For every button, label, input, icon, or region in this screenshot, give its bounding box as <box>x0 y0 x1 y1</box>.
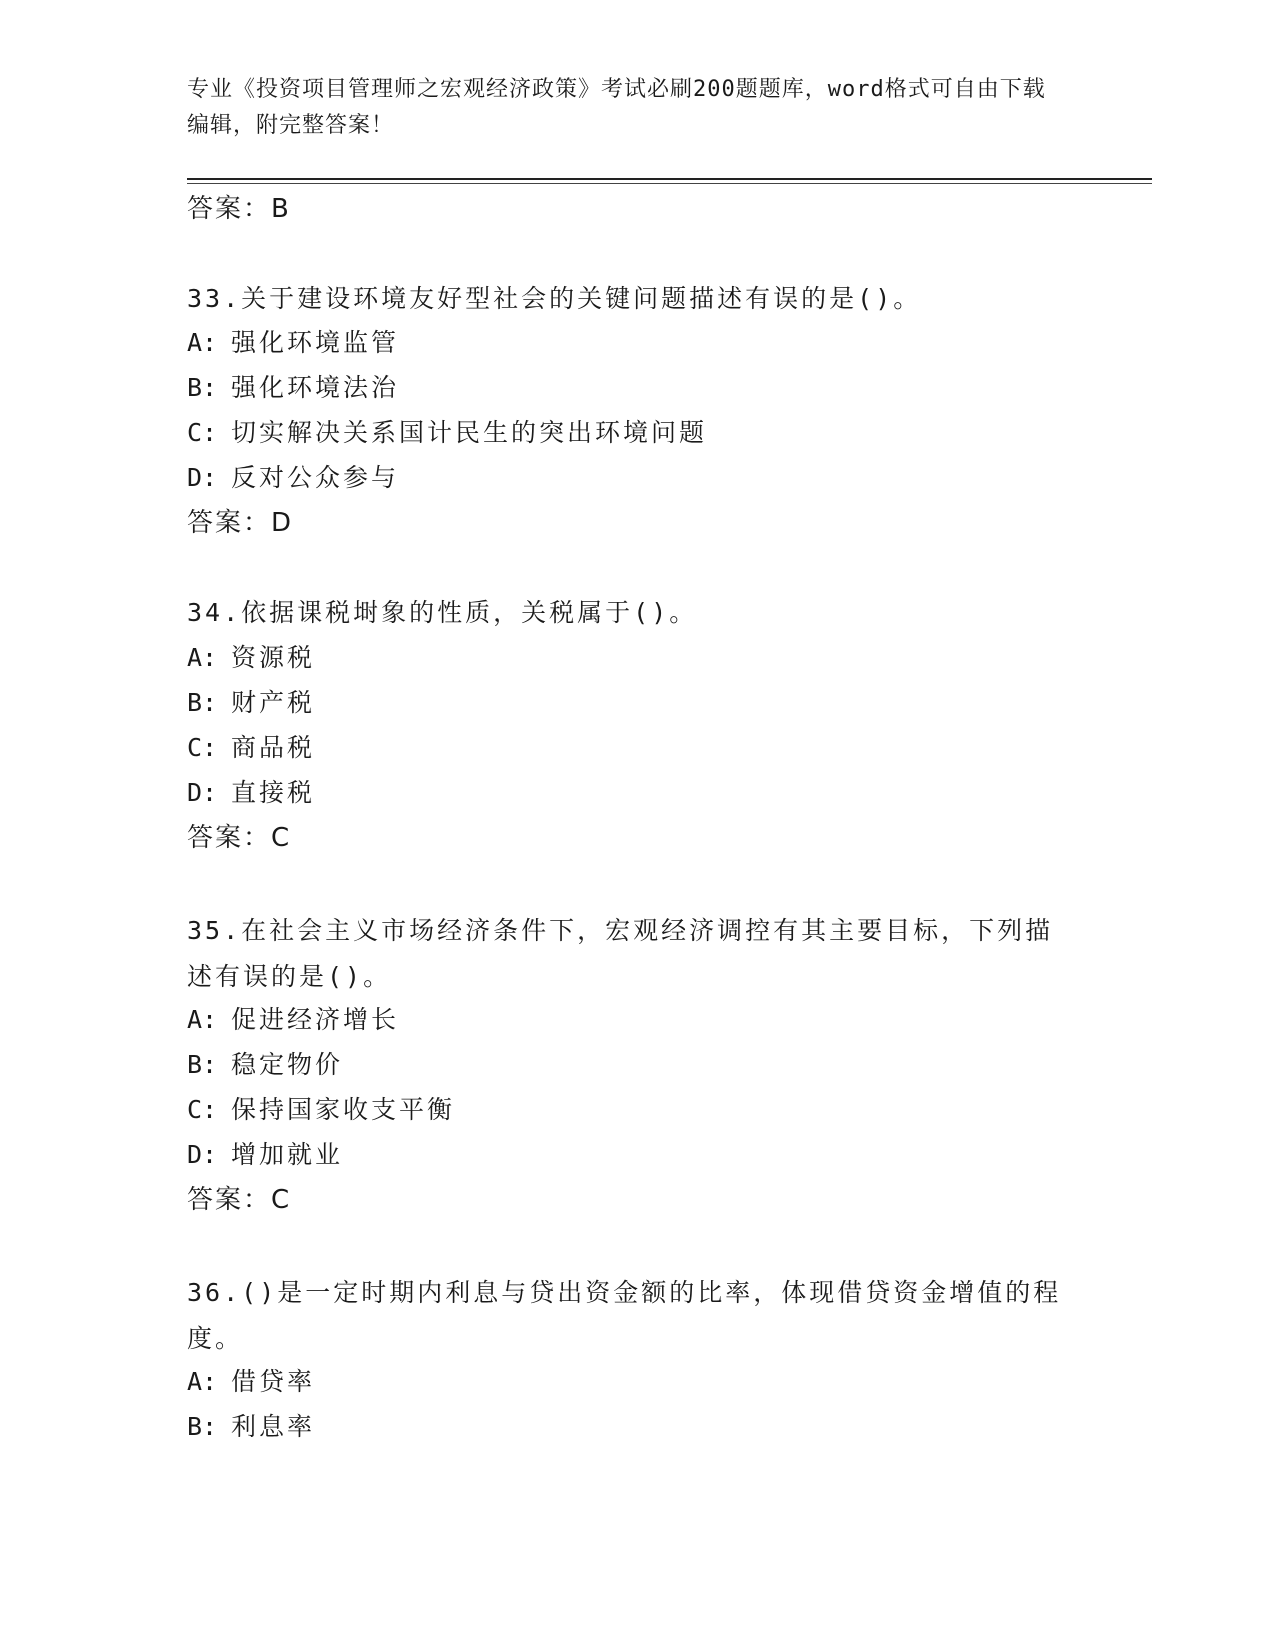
question-35-option-b <box>187 1048 343 1082</box>
option-letter: D: <box>187 463 218 492</box>
question-35-option-a <box>187 1003 399 1037</box>
question-33-stem: 33.关于建设环境友好型社会的关键问题描述有误的是()。 <box>187 284 922 313</box>
option-text: 资源税 <box>231 643 316 672</box>
question-34-stem: 34.依据课税埘象的性质，关税属于()。 <box>187 598 698 627</box>
option-text: 保持国家收支平衡 <box>231 1095 456 1124</box>
option-text: 借贷率 <box>231 1367 316 1396</box>
option-letter: C: <box>187 733 218 762</box>
question-33-option-c <box>187 416 707 450</box>
answer-prev: 答案：B <box>187 194 291 224</box>
option-text: 切实解决关系国计民生的突出环境问题 <box>231 418 708 447</box>
question-34-answer: 答案：C <box>187 823 292 853</box>
option-text: 促进经济增长 <box>231 1005 400 1034</box>
option-letter: A: <box>187 328 218 357</box>
question-35-answer: 答案：C <box>187 1185 292 1215</box>
question-33-option-a <box>187 326 399 360</box>
option-letter: B: <box>187 1050 218 1079</box>
option-text: 财产税 <box>231 688 316 717</box>
option-letter: A: <box>187 1367 218 1396</box>
question-34-option-c <box>187 731 315 765</box>
option-letter: B: <box>187 1412 218 1441</box>
question-35-option-c <box>187 1093 455 1127</box>
question-36-option-a <box>187 1365 315 1399</box>
option-text: 反对公众参与 <box>231 463 400 492</box>
question-34-option-d <box>187 776 315 810</box>
option-letter: D: <box>187 1140 218 1169</box>
option-text: 强化环境法治 <box>231 373 400 402</box>
header-divider-thick <box>187 178 1152 180</box>
option-letter: C: <box>187 418 218 447</box>
option-text: 利息率 <box>231 1412 316 1441</box>
option-text: 稳定物价 <box>231 1050 344 1079</box>
option-text: 直接税 <box>231 778 316 807</box>
question-36-stem: 36.()是一定时期内利息与贷出资金额的比率，体现借贷资金增值的程度。 <box>187 1278 1062 1353</box>
option-letter: D: <box>187 778 218 807</box>
document-header: 专业《投资项目管理师之宏观经济政策》考试必刷200题题库，word格式可自由下载编辑，附完整答案！ <box>187 77 1046 138</box>
question-35-option-d <box>187 1138 343 1172</box>
question-33-option-b <box>187 371 399 405</box>
question-33-answer: 答案：D <box>187 508 294 538</box>
option-letter: B: <box>187 373 218 402</box>
option-letter: B: <box>187 688 218 717</box>
option-text: 强化环境监管 <box>231 328 400 357</box>
option-letter: C: <box>187 1095 218 1124</box>
question-36-option-b <box>187 1410 315 1444</box>
question-34-option-b <box>187 686 315 720</box>
question-33-option-d <box>187 461 399 495</box>
option-letter: A: <box>187 643 218 672</box>
option-text: 增加就业 <box>231 1140 344 1169</box>
question-35-stem: 35.在社会主义市场经济条件下，宏观经济调控有其主要目标，下列描述有误的是()。 <box>187 916 1054 991</box>
option-letter: A: <box>187 1005 218 1034</box>
question-34-option-a <box>187 641 315 675</box>
header-divider-thin <box>187 183 1152 184</box>
option-text: 商品税 <box>231 733 316 762</box>
